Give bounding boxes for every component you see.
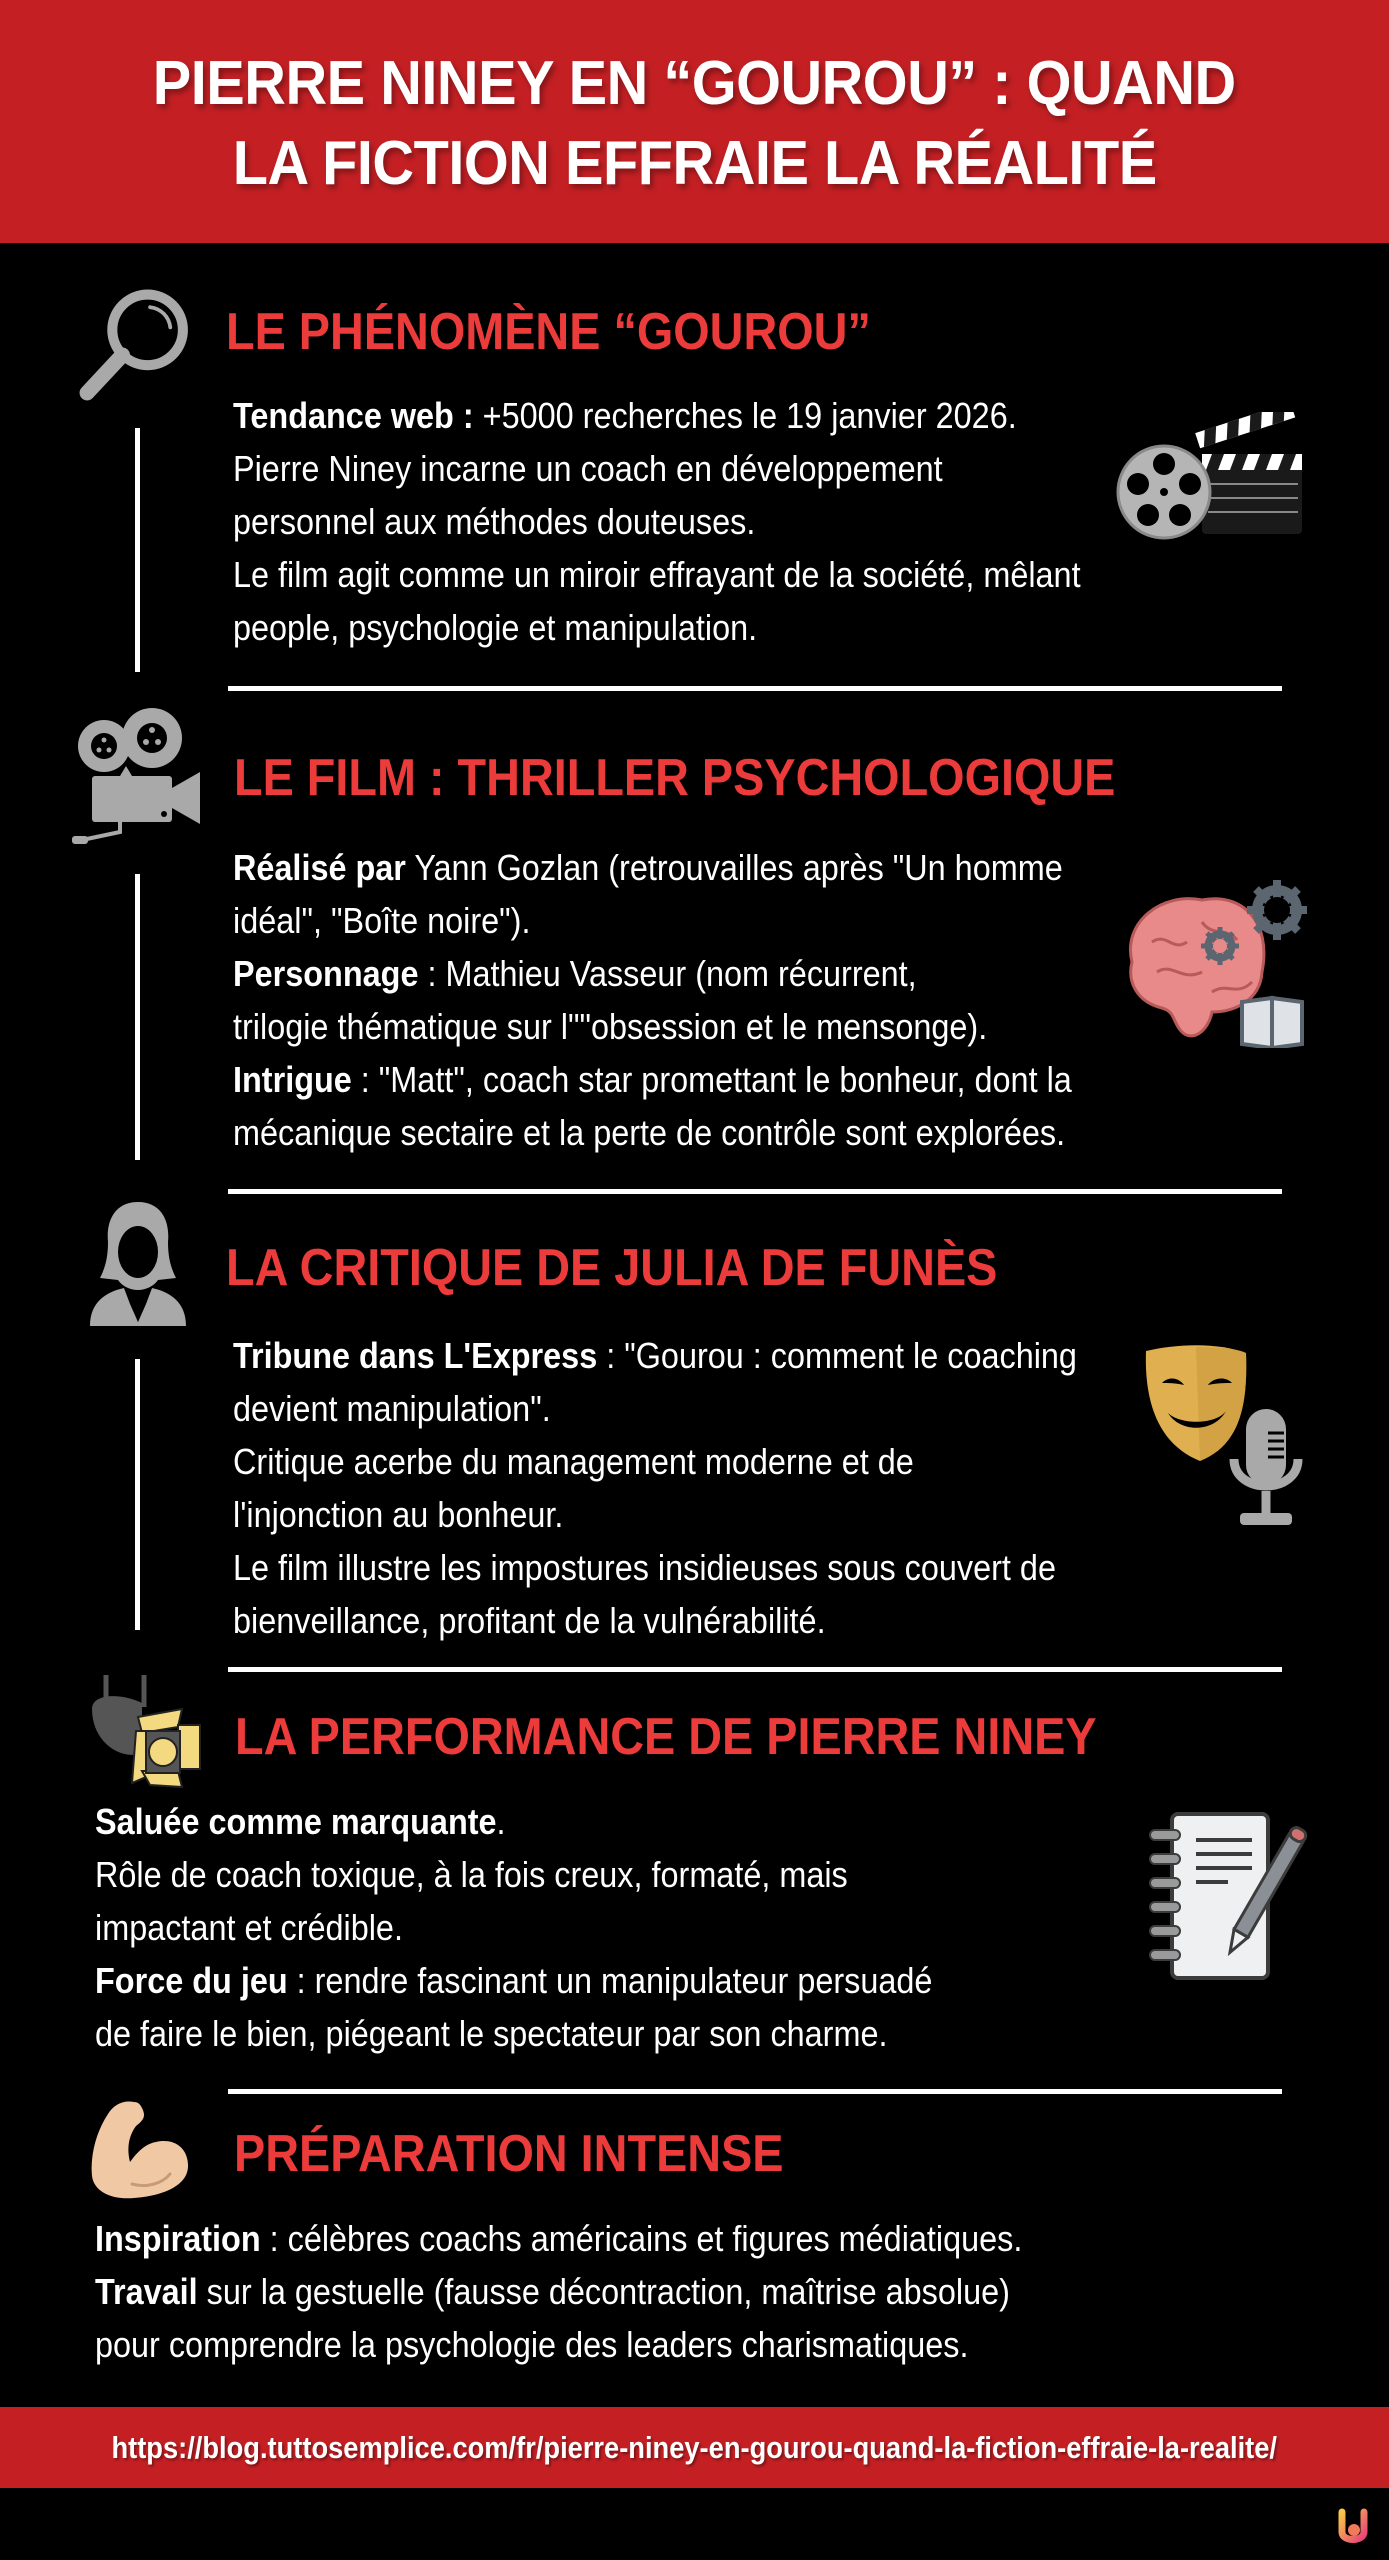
movie-camera-icon (62, 708, 212, 848)
timeline-bar (135, 428, 140, 672)
section-body-preparation: Inspiration : célèbres coachs américains et figures médiatiques. Travail sur la gestuelle (fausse décontraction, maîtrise absolue) pour comprendre la psychologie des leaders charismatiques. (95, 2218, 1023, 2365)
section-title-preparation: PRÉPARATION INTENSE (234, 2125, 784, 2183)
section-divider (228, 1189, 1282, 1194)
businesswoman-icon (86, 1198, 190, 1326)
section-title-film: LE FILM : THRILLER PSYCHOLOGIQUE (234, 749, 1116, 807)
tuttosemplice-logo-icon (1336, 2508, 1370, 2548)
notebook-pencil-icon (1146, 1810, 1312, 1982)
section-body-performance: Saluée comme marquante. Rôle de coach toxique, à la fois creux, formaté, mais impactant et crédible. Force du jeu : rendre fascinant un manipulateur persuadé de faire le bien, piégeant le spectateur par son charme. (95, 1801, 933, 2054)
section-title-critique: LA CRITIQUE DE JULIA DE FUNÈS (226, 1239, 998, 1297)
stage-spotlight-icon (82, 1673, 202, 1789)
flexed-biceps-icon (84, 2096, 194, 2202)
page-title-line-2: LA FICTION EFFRAIE LA RÉALITÉ (232, 128, 1157, 198)
section-body-phenomene: Tendance web : +5000 recherches le 19 janvier 2026. Pierre Niney incarne un coach en développement personnel aux méthodes douteuses. Le film agit comme un miroir effrayant de la société, mêlant people, psychologie et manipulation. (233, 395, 1081, 648)
header-banner (0, 0, 1389, 243)
section-divider (228, 2089, 1282, 2094)
film-reel-clapperboard-icon (1112, 412, 1312, 552)
brain-gears-book-icon (1112, 872, 1312, 1048)
timeline-bar (135, 874, 140, 1160)
magnifying-glass-icon (72, 282, 198, 408)
section-body-critique: Tribune dans L'Express : "Gourou : comment le coaching devient manipulation". Critique acerbe du management moderne et de l'injonction au bonheur. Le film illustre les impostures insidieuses sous couvert de bienveillance, profitant de la vulnérabilité. (233, 1335, 1077, 1641)
source-url-banner (0, 2407, 1389, 2488)
section-title-performance: LA PERFORMANCE DE PIERRE NINEY (235, 1708, 1097, 1766)
section-title-phenomene: LE PHÉNOMÈNE “GOUROU” (226, 303, 871, 361)
section-body-film: Réalisé par Yann Gozlan (retrouvailles après "Un homme idéal", "Boîte noire"). Personnage : Mathieu Vasseur (nom récurrent, trilogie thématique sur l""obsession et le mensonge). Intrigue : "Matt", coach star promettant le bonheur, dont la mécanique sectaire et la perte de contrôle sont explorées. (233, 847, 1072, 1153)
theater-mask-microphone-icon (1140, 1345, 1315, 1530)
page-title-line-1: PIERRE NINEY EN “GOUROU” : QUAND (153, 48, 1236, 118)
section-divider (228, 686, 1282, 691)
section-divider (228, 1667, 1282, 1672)
timeline-bar (135, 1359, 140, 1630)
source-url-link[interactable]: https://blog.tuttosemplice.com/fr/pierre-niney-en-gourou-quand-la-fiction-effraie-la-realite/ (111, 2429, 1278, 2465)
